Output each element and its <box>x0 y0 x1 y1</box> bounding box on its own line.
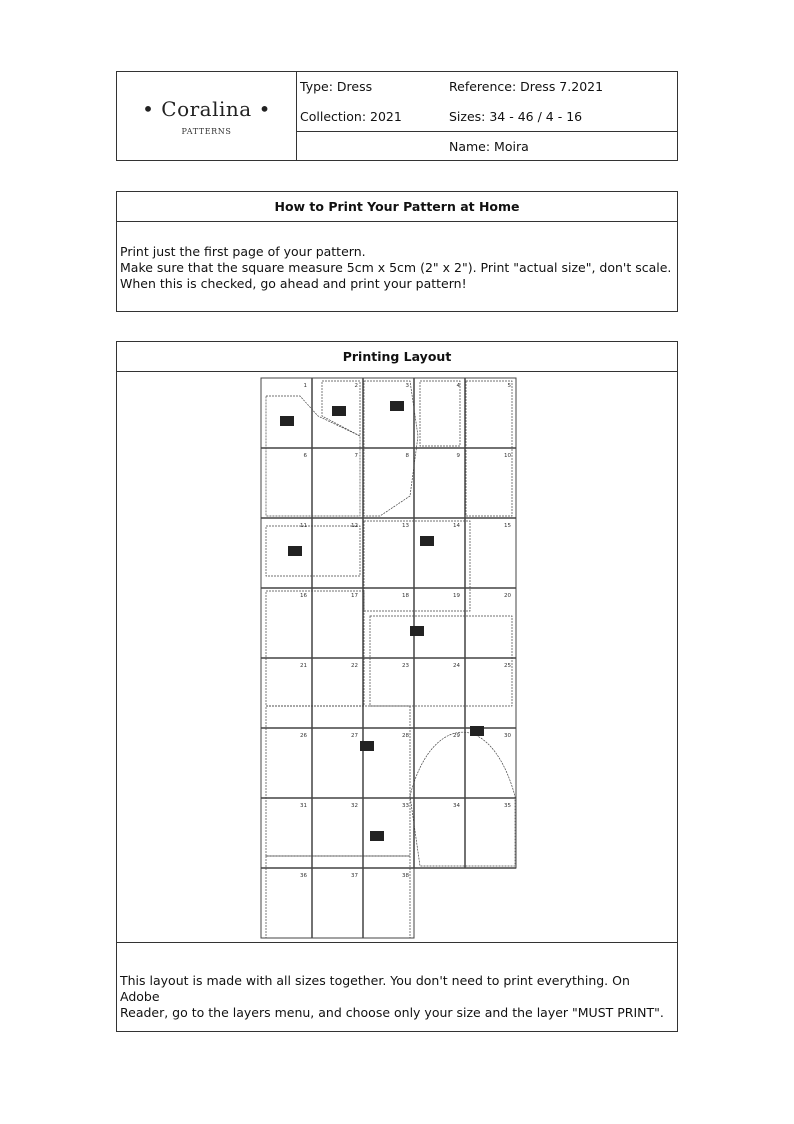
page-number: 17 <box>351 593 358 599</box>
page-number: 11 <box>300 523 307 529</box>
piece-label-block <box>470 726 484 736</box>
reference-field: Reference: Dress 7.2021 <box>449 79 604 94</box>
piece-label-block <box>360 741 374 751</box>
page-number: 19 <box>453 593 460 599</box>
printing-layout-title: Printing Layout <box>117 342 677 372</box>
page-number: 5 <box>507 383 511 389</box>
page-number: 15 <box>504 523 511 529</box>
piece-label-block <box>370 831 384 841</box>
page-number: 38 <box>402 873 409 879</box>
type-field: Type: Dress <box>300 79 373 94</box>
page-number: 18 <box>402 593 409 599</box>
page-number: 2 <box>354 383 358 389</box>
page-number: 25 <box>504 663 511 669</box>
pattern-piece <box>370 616 512 706</box>
page-number: 37 <box>351 873 358 879</box>
pattern-piece <box>420 381 460 446</box>
layout-frame-lower <box>261 868 414 938</box>
page-number: 16 <box>300 593 307 599</box>
page-number: 6 <box>303 453 307 459</box>
page-number: 31 <box>300 803 307 809</box>
pattern-info-header <box>116 71 678 161</box>
logo-subtitle: PATTERNS <box>181 126 232 136</box>
page-number: 28 <box>402 733 409 739</box>
logo-name: • Coralina • <box>142 96 271 121</box>
pattern-piece <box>410 732 515 866</box>
header-divider <box>297 131 677 132</box>
page-number: 24 <box>453 663 460 669</box>
page-number: 22 <box>351 663 358 669</box>
page-number: 9 <box>456 453 460 459</box>
printing-layout-box <box>116 341 678 1032</box>
piece-label-block <box>390 401 404 411</box>
instruction-line: Print just the first page of your pattern. <box>120 244 366 259</box>
layout-note-text <box>120 973 670 1021</box>
piece-label-block <box>332 406 346 416</box>
piece-label-block <box>420 536 434 546</box>
layout-note-line: Reader, go to the layers menu, and choose only your size and the layer "MUST PRINT". <box>120 1005 664 1020</box>
page-number: 33 <box>402 803 409 809</box>
printing-layout-diagram <box>260 376 520 940</box>
page-number: 1 <box>303 383 307 389</box>
layout-note-line: This layout is made with all sizes together. You don't need to print everything. On Adobe <box>120 973 630 1004</box>
page-number: 30 <box>504 733 511 739</box>
page-number: 3 <box>405 383 409 389</box>
page-number: 34 <box>453 803 460 809</box>
page-number: 36 <box>300 873 307 879</box>
layout-note <box>117 942 677 1031</box>
page-number: 21 <box>300 663 307 669</box>
piece-label-block <box>410 626 424 636</box>
pattern-piece <box>266 526 360 576</box>
page-number: 35 <box>504 803 511 809</box>
print-instructions-box <box>116 191 678 312</box>
instruction-line: When this is checked, go ahead and print your pattern! <box>120 276 467 291</box>
page-number: 29 <box>453 733 460 739</box>
page-number: 23 <box>402 663 409 669</box>
page-number: 32 <box>351 803 358 809</box>
instruction-line: Make sure that the square measure 5cm x 5cm (2" x 2"). Print "actual size", don't scale. <box>120 260 672 275</box>
name-field: Name: Moira <box>449 139 529 154</box>
piece-label-block <box>280 416 294 426</box>
print-instructions-body <box>120 244 671 292</box>
layout-frame-upper <box>261 378 516 868</box>
pattern-piece <box>266 591 364 706</box>
page-number: 13 <box>402 523 409 529</box>
print-instructions-title: How to Print Your Pattern at Home <box>117 192 677 222</box>
page-number: 8 <box>405 453 409 459</box>
brand-logo <box>117 72 297 160</box>
page-number: 14 <box>453 523 460 529</box>
page-number: 20 <box>504 593 511 599</box>
page-number: 12 <box>351 523 358 529</box>
piece-label-block <box>288 546 302 556</box>
page-number: 7 <box>354 453 358 459</box>
collection-field: Collection: 2021 <box>300 109 402 124</box>
sizes-field: Sizes: 34 - 46 / 4 - 16 <box>449 109 583 124</box>
page-number: 10 <box>504 453 511 459</box>
page-number: 27 <box>351 733 358 739</box>
page-number: 4 <box>456 383 460 389</box>
page-number: 26 <box>300 733 307 739</box>
